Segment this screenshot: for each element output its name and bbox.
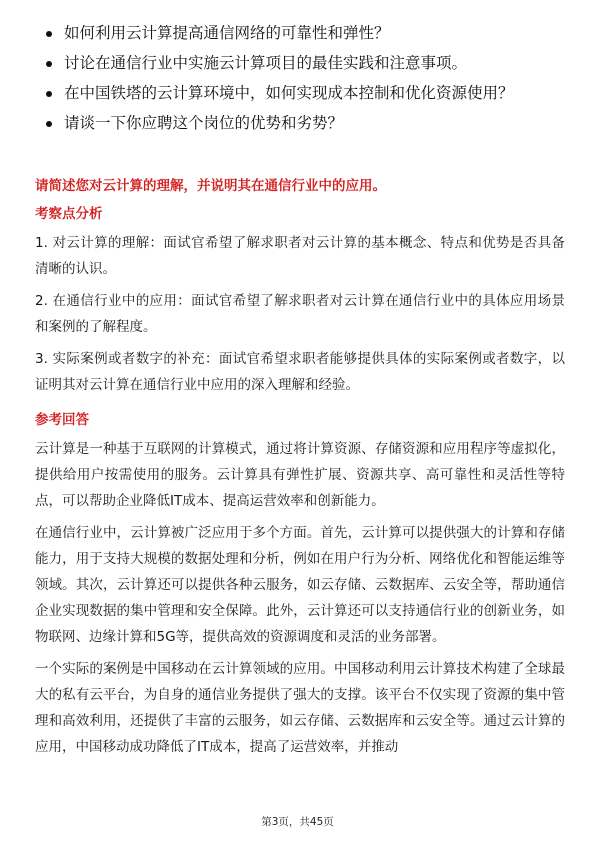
bullet-item: 讨论在通信行业中实施云计算项目的最佳实践和注意事项。 bbox=[44, 52, 554, 75]
page-number-footer: 第3页，共45页 bbox=[261, 816, 334, 828]
answer-paragraph: 在通信行业中，云计算被广泛应用于多个方面。首先，云计算可以提供强大的计算和存储能力，用于支持大规模的数据处理和分析，例如在用户行为分析、网络优化和智能运维等领域。其次，云计算还可以提供各种云服务，如云存储、云数据库、云安全等，帮助通信企业实现数据的集中管理和安全保障。此外，云计算还可以支持通信行业的创新业务，如物联网、边缘计算和5G等，提供高效的资源调度和灵活的业务部署。 bbox=[35, 525, 565, 645]
analysis-item: 2. 在通信行业中的应用：面试官希望了解求职者对云计算在通信行业中的具体应用场景和案例的了解程度。 bbox=[35, 293, 565, 335]
answer-paragraph: 云计算是一种基于互联网的计算模式，通过将计算资源、存储资源和应用程序等虚拟化，提供给用户按需使用的服务。云计算具有弹性扩展、资源共享、高可靠性和灵活性等特点，可以帮助企业降低IT成本、提高运营效率和创新能力。 bbox=[35, 441, 565, 509]
answer-section-title: 参考回答 bbox=[35, 412, 89, 428]
bullet-item: 如何利用云计算提高通信网络的可靠性和弹性？ bbox=[44, 22, 554, 45]
analysis-item: 1. 对云计算的理解：面试官希望了解求职者对云计算的基本概念、特点和优势是否具备清晰的认识。 bbox=[35, 235, 565, 277]
analysis-section-title: 考察点分析 bbox=[35, 206, 103, 222]
answer-paragraph: 一个实际的案例是中国移动在云计算领域的应用。中国移动利用云计算技术构建了全球最大的私有云平台，为自身的通信业务提供了强大的支撑。该平台不仅实现了资源的集中管理和高效利用，还提供了丰富的云服务，如云存储、云数据库和云安全等。通过云计算的应用，中国移动成功降低了IT成本，提高了运营效率，并推动 bbox=[35, 661, 565, 755]
interview-question-heading: 请简述您对云计算的理解，并说明其在通信行业中的应用。 bbox=[35, 178, 386, 194]
bullet-dot-icon bbox=[46, 31, 52, 37]
bullet-item: 请谈一下你应聘这个岗位的优势和劣势？ bbox=[44, 112, 554, 135]
bullet-dot-icon bbox=[46, 61, 52, 67]
bullet-item: 在中国铁塔的云计算环境中，如何实现成本控制和优化资源使用？ bbox=[44, 82, 554, 105]
main-content bbox=[35, 176, 565, 766]
bullet-dot-icon bbox=[46, 121, 52, 127]
question-bullet-list bbox=[44, 22, 554, 142]
analysis-item: 3. 实际案例或者数字的补充：面试官希望求职者能够提供具体的实际案例或者数字，以证明其对云计算在通信行业中应用的深入理解和经验。 bbox=[35, 351, 565, 393]
bullet-dot-icon bbox=[46, 91, 52, 97]
